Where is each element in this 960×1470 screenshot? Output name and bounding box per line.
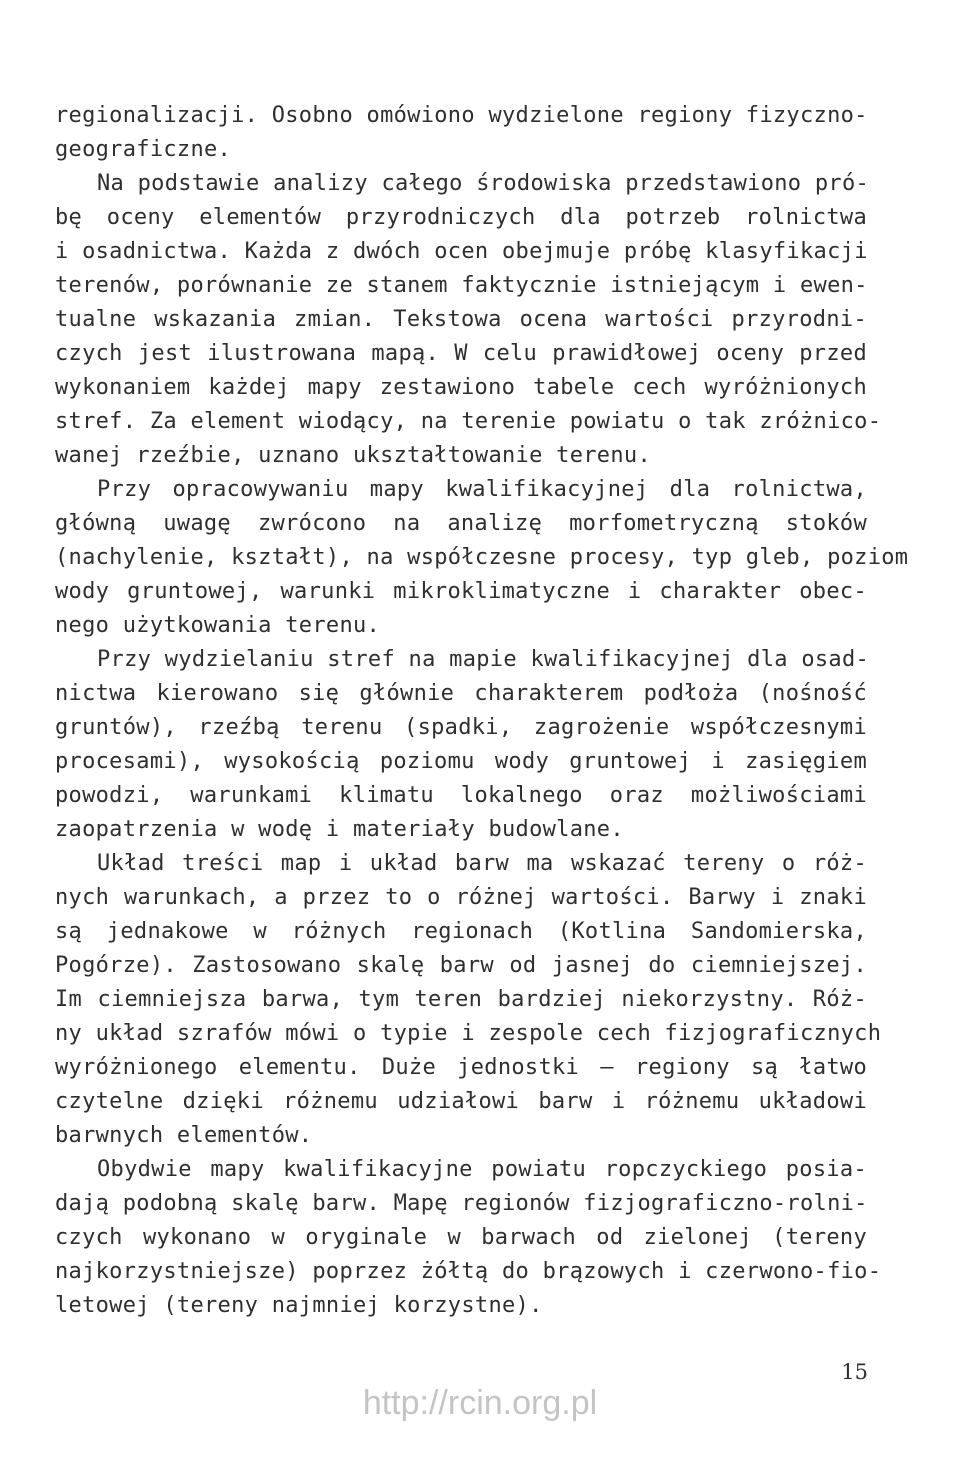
text-line: bę oceny elementów przyrodniczych dla potrzeb rolnictwa	[55, 205, 867, 230]
text-line: czytelne dzięki różnemu udziałowi barw i różnemu układowi	[55, 1089, 867, 1114]
text-line: czych jest ilustrowana mapą. W celu prawidłowej oceny przed	[55, 341, 867, 366]
text-line: Przy wydzielaniu stref na mapie kwalifikacyjnej dla osad-	[97, 647, 870, 672]
text-line: najkorzystniejsze) poprzez żółtą do brązowych i czerwono-fio-	[55, 1259, 882, 1284]
body-text	[55, 99, 909, 1323]
text-line: i osadnictwa. Każda z dwóch ocen obejmuje próbę klasyfikacji	[55, 239, 868, 264]
text-line: Na podstawie analizy całego środowiska przedstawiono pró-	[97, 171, 870, 196]
text-line: tualne wskazania zmian. Tekstowa ocena wartości przyrodni-	[55, 307, 867, 332]
text-line: Im ciemniejsza barwa, tym teren bardziej niekorzystny. Róż-	[55, 987, 867, 1012]
text-line: (nachylenie, kształt), na współczesne procesy, typ gleb, poziom	[55, 545, 909, 570]
text-line: procesami), wysokością poziomu wody gruntowej i zasięgiem	[55, 749, 867, 774]
page-number: 15	[841, 1360, 868, 1384]
text-line: Układ treści map i układ barw ma wskazać tereny o róż-	[97, 851, 867, 876]
text-line: powodzi, warunkami klimatu lokalnego oraz możliwościami	[55, 783, 867, 808]
text-line: gruntów), rzeźbą terenu (spadki, zagrożenie współczesnymi	[55, 715, 867, 740]
text-line: Obydwie mapy kwalifikacyjne powiatu ropczyckiego posia-	[97, 1157, 867, 1182]
text-line: wody gruntowej, warunki mikroklimatyczne i charakter obec-	[55, 579, 867, 604]
text-line: główną uwagę zwrócono na analizę morfometryczną stoków	[55, 511, 867, 536]
text-line: stref. Za element wiodący, na terenie powiatu o tak zróżnico-	[55, 409, 882, 434]
text-line: są jednakowe w różnych regionach (Kotlina Sandomierska,	[55, 919, 867, 944]
text-line: ny układ szrafów mówi o typie i zespole cech fizjograficznych	[55, 1021, 882, 1046]
text-line: dają podobną skalę barw. Mapę regionów fizjograficzno-rolni-	[55, 1191, 868, 1216]
text-line: terenów, porównanie ze stanem faktycznie istniejącym i ewen-	[55, 273, 868, 298]
text-line: Pogórze). Zastosowano skalę barw od jasnej do ciemniejszej.	[55, 953, 867, 978]
text-line: nictwa kierowano się głównie charakterem podłoża (nośność	[55, 681, 867, 706]
text-line: czych wykonano w oryginale w barwach od zielonej (tereny	[55, 1225, 867, 1250]
text-line: wyróżnionego elementu. Duże jednostki — regiony są łatwo	[55, 1055, 867, 1080]
watermark-url: http://rcin.org.pl	[362, 1384, 598, 1422]
text-line: nych warunkach, a przez to o różnej wartości. Barwy i znaki	[55, 885, 867, 910]
text-line: nego użytkowania terenu.	[55, 613, 381, 638]
text-line: zaopatrzenia w wodę i materiały budowlane.	[55, 817, 624, 842]
text-line: letowej (tereny najmniej korzystne).	[55, 1293, 543, 1318]
text-line: wanej rzeźbie, uznano ukształtowanie terenu.	[55, 443, 651, 468]
text-line: barwnych elementów.	[55, 1123, 313, 1148]
text-line: regionalizacji. Osobno omówiono wydzielone regiony fizyczno-	[55, 103, 868, 128]
text-line: Przy opracowywaniu mapy kwalifikacyjnej dla rolnictwa,	[97, 477, 867, 502]
text-line: geograficzne.	[55, 137, 232, 162]
text-line: wykonaniem każdej mapy zestawiono tabele cech wyróżnionych	[55, 375, 867, 400]
